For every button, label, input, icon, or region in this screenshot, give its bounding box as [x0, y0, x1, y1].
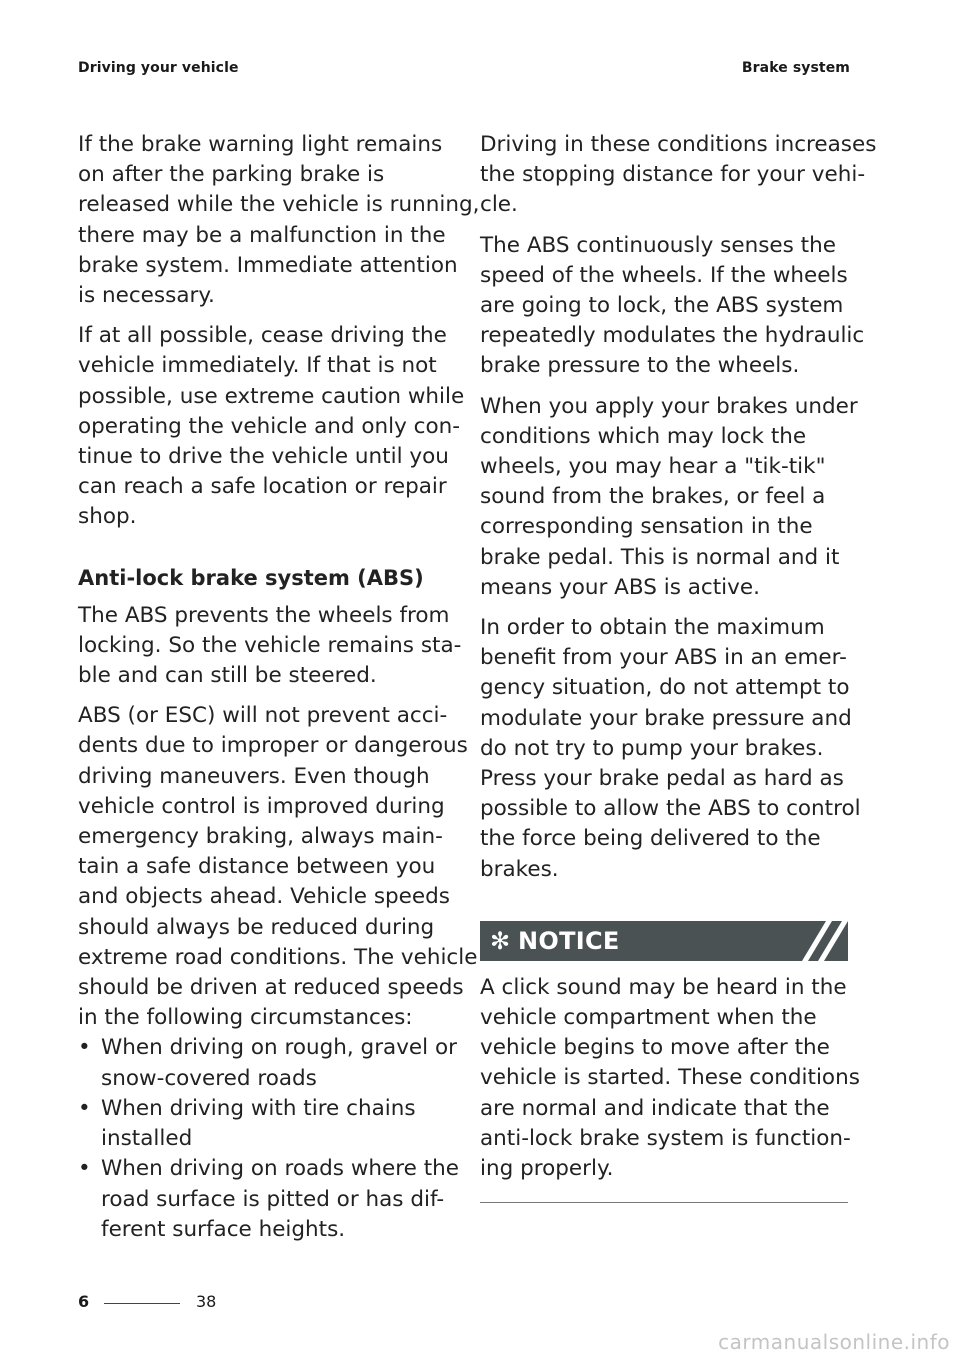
- right-column: [480, 130, 877, 1203]
- text-line: driving maneuvers. Even though: [78, 763, 430, 789]
- text-line: corresponding sensation in the: [480, 514, 813, 540]
- notice-label: NOTICE: [518, 926, 620, 955]
- text-line: vehicle is started. These conditions: [480, 1065, 860, 1091]
- text-line: should be driven at reduced speeds: [78, 975, 464, 1001]
- emergency-braking-paragraph: [480, 613, 861, 885]
- text-line: emergency braking, always main-: [78, 824, 443, 850]
- text-line: brakes.: [480, 856, 559, 882]
- running-header-section: Brake system: [741, 60, 850, 76]
- text-line: Press your brake pedal as hard as: [480, 766, 844, 792]
- text-line: When driving on rough, gravel or: [101, 1035, 457, 1061]
- list-item-text: [101, 1154, 459, 1245]
- text-line: possible, use extreme caution while: [78, 383, 465, 409]
- text-line: operating the vehicle and only con-: [78, 413, 461, 439]
- text-line: possible to allow the ABS to control: [480, 796, 861, 822]
- text-line: modulate your brake pressure and: [480, 705, 852, 731]
- text-line: the stopping distance for your vehi-: [480, 162, 866, 188]
- text-line: dents due to improper or dangerous: [78, 733, 468, 759]
- text-line: brake system. Immediate attention: [78, 252, 458, 278]
- text-line: The ABS prevents the wheels from: [78, 602, 450, 628]
- text-line: road surface is pitted or has dif-: [101, 1186, 445, 1212]
- text-line: in the following circumstances:: [78, 1005, 413, 1031]
- text-line: In order to obtain the maximum: [480, 615, 825, 641]
- abs-active-sound-paragraph: [480, 392, 858, 603]
- text-line: If the brake warning light remains: [78, 132, 443, 157]
- list-item: [78, 1154, 459, 1245]
- text-line: released while the vehicle is running,: [78, 192, 480, 218]
- text-line: means your ABS is active.: [480, 574, 760, 600]
- notice-end-divider: [480, 1202, 848, 1203]
- text-line: Driving in these conditions increases: [480, 132, 877, 157]
- text-line: ferent surface heights.: [101, 1216, 346, 1242]
- text-line: vehicle control is improved during: [78, 793, 445, 819]
- bullet-icon: •: [78, 1035, 91, 1061]
- text-line: the force being delivered to the: [480, 826, 821, 852]
- watermark: carmanualsonline.info: [718, 1330, 950, 1354]
- text-line: vehicle begins to move after the: [480, 1035, 830, 1061]
- text-line: installed: [101, 1126, 193, 1152]
- footer-page-number: 38: [196, 1292, 217, 1311]
- notice-banner: [480, 921, 848, 961]
- abs-prevents-locking-paragraph: [78, 601, 462, 692]
- text-line: wheels, you may hear a "tik-tik": [480, 454, 826, 480]
- text-line: If at all possible, cease driving the: [78, 323, 447, 349]
- bullet-icon: •: [78, 1156, 91, 1182]
- text-line: speed of the wheels. If the wheels: [480, 262, 848, 288]
- text-line: tain a safe distance between you: [78, 854, 436, 880]
- text-line: conditions which may lock the: [480, 423, 807, 449]
- text-line: are normal and indicate that the: [480, 1095, 830, 1121]
- text-line: and objects ahead. Vehicle speeds: [78, 884, 450, 910]
- stopping-distance-paragraph: [480, 130, 877, 221]
- text-line: brake pressure to the wheels.: [480, 353, 800, 379]
- text-line: cle.: [480, 192, 518, 218]
- text-line: sound from the brakes, or feel a: [480, 484, 826, 510]
- abs-sensing-paragraph: [480, 231, 865, 382]
- text-line: When you apply your brakes under: [480, 393, 858, 419]
- text-line: should always be reduced during: [78, 914, 435, 940]
- text-line: can reach a safe location or repair: [78, 474, 447, 500]
- text-line: brake pedal. This is normal and it: [480, 544, 840, 570]
- text-line: do not try to pump your brakes.: [480, 735, 824, 761]
- text-line: there may be a malfunction in the: [78, 222, 446, 248]
- text-line: vehicle compartment when the: [480, 1005, 817, 1031]
- abs-limitations-paragraph: [78, 701, 478, 1033]
- text-line: vehicle immediately. If that is not: [78, 353, 437, 379]
- list-item-text: [101, 1094, 446, 1154]
- text-line: gency situation, do not attempt to: [480, 675, 850, 701]
- text-line: are going to lock, the ABS system: [480, 293, 844, 319]
- abs-section-heading: Anti-lock brake system (ABS): [78, 565, 424, 590]
- asterisk-notice-icon: ✻: [490, 926, 511, 955]
- text-line: ABS (or ESC) will not prevent acci-: [78, 703, 448, 729]
- bullet-icon: •: [78, 1095, 91, 1121]
- text-line: anti-lock brake system is function-: [480, 1125, 851, 1151]
- text-line: When driving on roads where the: [101, 1156, 459, 1182]
- list-item: [78, 1033, 457, 1093]
- text-line: shop.: [78, 504, 137, 530]
- footer-section-number: 6: [78, 1292, 90, 1311]
- notice-body: [480, 973, 860, 1184]
- text-line: snow-covered roads: [101, 1065, 317, 1091]
- running-header-chapter: Driving your vehicle: [78, 60, 239, 76]
- text-line: benefit from your ABS in an emer-: [480, 645, 847, 671]
- text-line: The ABS continuously senses the: [480, 232, 836, 258]
- text-line: extreme road conditions. The vehicle: [78, 944, 478, 970]
- diagonal-stripes-icon: [788, 921, 848, 961]
- left-column: [78, 130, 480, 1245]
- text-line: When driving with tire chains: [101, 1095, 416, 1121]
- text-line: is necessary.: [78, 283, 215, 309]
- cease-driving-paragraph: [78, 321, 465, 532]
- list-item: [78, 1094, 446, 1154]
- text-line: ing properly.: [480, 1156, 614, 1182]
- reduced-speed-circumstances-list: [78, 1033, 459, 1244]
- text-line: A click sound may be heard in the: [480, 974, 847, 1000]
- text-line: tinue to drive the vehicle until you: [78, 444, 449, 470]
- footer-divider: [104, 1303, 180, 1304]
- warning-light-paragraph: [78, 130, 480, 311]
- text-line: ble and can still be steered.: [78, 663, 377, 689]
- list-item-text: [101, 1033, 457, 1093]
- text-line: on after the parking brake is: [78, 162, 385, 188]
- text-line: locking. So the vehicle remains sta-: [78, 632, 462, 658]
- text-line: repeatedly modulates the hydraulic: [480, 323, 865, 349]
